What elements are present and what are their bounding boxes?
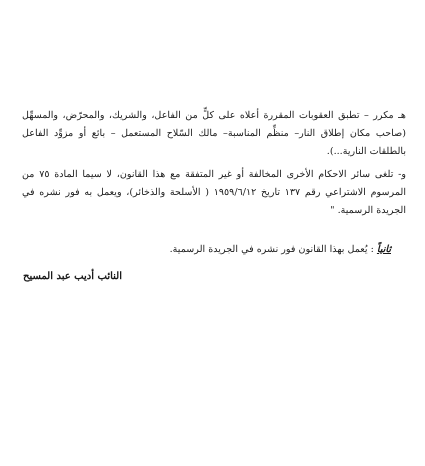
article-paragraph-h: هـ مكرر – تطبق العقوبات المقررة أعلاه على كلٍّ من الفاعل، والشريك، والمحرّض، والمسهِّل (صاحب مكان إطلاق النار– منظِّم المناسبة– مالك السّلاح المستعمل – بائع أو مزوِّد الفاعل بالطلقات النارية...). — [22, 110, 406, 157]
article-second-clause — [91, 243, 391, 257]
signature-line: النائب أديب عبد المسيح — [22, 271, 122, 282]
second-clause-text: : يُعمل بهذا القانون فور نشره في الجريدة الرسمية. — [169, 244, 377, 255]
second-clause-label: ثانياً — [376, 244, 391, 255]
article-paragraph-w: و- تلغى سائر الاحكام الأخرى المخالفة أو غير المتفقة مع هذا القانون، لا سيما المادة ٧٥ من المرسوم الاشتراعي رقم ١٣٧ تاريخ ١٩٥٩/٦/١٢ ( الأسلحة والذخائر)، ويعمل به فور نشره في الجريدة الرسمية. " — [22, 169, 406, 216]
